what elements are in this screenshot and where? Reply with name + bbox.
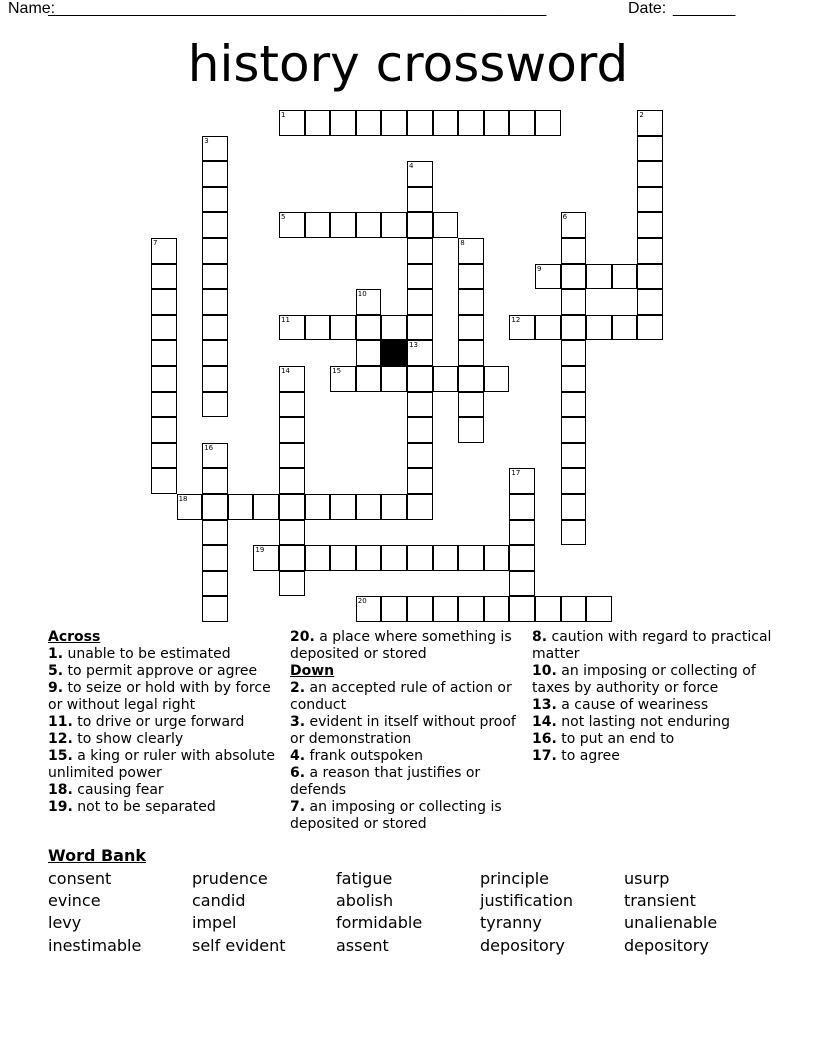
clue-text: causing fear [77, 782, 164, 798]
cell-number: 3 [204, 136, 209, 145]
word-bank-item: prudence [192, 869, 268, 888]
clue-down-4 [290, 748, 530, 765]
clue-down-16 [532, 731, 782, 748]
clue-text: to agree [561, 748, 620, 764]
clue-across-12 [48, 731, 288, 748]
clue-number: 20. [290, 629, 315, 645]
clue-down-2 [290, 680, 530, 714]
clue-text: an imposing or collecting of taxes by authority or force [532, 663, 756, 696]
name-label: Name: [8, 0, 56, 17]
word-bank-item: depository [480, 936, 565, 955]
clue-number: 7. [290, 799, 306, 815]
clue-across-11 [48, 714, 288, 731]
cell-number: 18 [178, 495, 188, 503]
clue-number: 14. [532, 714, 557, 730]
cell-number: 1 [281, 111, 286, 119]
clue-across-5 [48, 663, 288, 680]
cell-number: 15 [332, 367, 342, 375]
clue-down-7 [290, 799, 530, 833]
clue-down-3 [290, 714, 530, 748]
clue-text: evident in itself without proof or demonstration [290, 714, 516, 747]
clue-text: an accepted rule of action or conduct [290, 680, 512, 713]
clue-text: to permit approve or agree [67, 663, 258, 679]
clue-text: frank outspoken [309, 748, 423, 764]
word-bank-item: depository [624, 936, 709, 955]
clue-text: an imposing or collecting is deposited or stored [290, 799, 502, 832]
cell-number: 2 [639, 111, 644, 119]
clue-down-13 [532, 697, 782, 714]
cell-number: 20 [357, 597, 367, 606]
cell-number: 19 [255, 546, 265, 555]
clue-text: to seize or hold with by force or without legal right [48, 680, 271, 713]
clue-across-18 [48, 782, 288, 799]
clue-number: 13. [532, 697, 557, 713]
clue-down-14 [532, 714, 782, 731]
clue-number: 8. [532, 629, 548, 645]
clue-number: 5. [48, 663, 64, 679]
word-bank-item: assent [336, 936, 389, 955]
word-bank-item: unalienable [624, 913, 718, 932]
cell-number: 9 [537, 264, 542, 273]
clues-column-2 [290, 629, 530, 833]
word-bank-item: justification [480, 891, 573, 910]
clue-text: to drive or urge forward [77, 714, 245, 730]
cell-number: 14 [281, 367, 290, 375]
clue-text: to put an end to [561, 731, 675, 747]
clue-down-6 [290, 765, 530, 799]
clue-text: not lasting not enduring [561, 714, 731, 730]
clue-down-17 [532, 748, 782, 765]
cell-number: 10 [357, 290, 367, 299]
cell-number: 17 [511, 469, 521, 478]
cell-number: 5 [281, 213, 286, 222]
clues-column-1 [48, 629, 288, 816]
clue-across-1 [48, 646, 288, 663]
clue-number: 12. [48, 731, 73, 747]
clue-text: a cause of weariness [561, 697, 709, 713]
word-bank-title: Word Bank [48, 846, 147, 865]
clue-number: 4. [290, 748, 306, 764]
clues-column-3 [532, 629, 782, 765]
clue-text: not to be separated [77, 799, 216, 815]
clue-across-20 [290, 629, 530, 663]
clue-across-19 [48, 799, 288, 816]
cell-number: 8 [460, 239, 465, 247]
cell-number: 11 [281, 315, 290, 324]
clue-number: 2. [290, 680, 306, 696]
word-bank-item: self evident [192, 936, 286, 955]
clue-text: caution with regard to practical matter [532, 629, 772, 662]
word-bank-item: candid [192, 891, 246, 910]
word-bank-item: evince [48, 891, 101, 910]
cell-number: 12 [511, 315, 521, 324]
cell-number: 13 [409, 341, 418, 350]
clue-number: 15. [48, 748, 73, 764]
clue-number: 1. [48, 646, 64, 662]
clue-text: to show clearly [77, 731, 184, 747]
clue-number: 6. [290, 765, 306, 781]
date-field[interactable]: _______ [673, 0, 736, 17]
word-bank-item: consent [48, 869, 112, 888]
word-bank-item: transient [624, 891, 696, 910]
word-bank-item: tyranny [480, 913, 542, 932]
cell-number: 7 [153, 239, 158, 247]
clue-number: 11. [48, 714, 73, 730]
cell-number: 6 [562, 213, 568, 222]
clue-text: a place where something is deposited or stored [290, 629, 512, 662]
clue-text: a king or ruler with absolute unlimited power [48, 748, 275, 781]
clue-number: 18. [48, 782, 73, 798]
word-bank-item: impel [192, 913, 237, 932]
cell-number: 4 [409, 162, 414, 171]
date-label: Date: [628, 0, 667, 17]
clue-text: a reason that justifies or defends [290, 765, 481, 798]
clue-number: 17. [532, 748, 557, 764]
clue-across-9 [48, 680, 288, 714]
clue-number: 3. [290, 714, 306, 730]
word-bank-item: inestimable [48, 936, 142, 955]
word-bank-item: abolish [336, 891, 394, 910]
clue-across-15 [48, 748, 288, 782]
word-bank-item: formidable [336, 913, 423, 932]
word-bank-item: principle [480, 869, 550, 888]
word-bank-item: usurp [624, 869, 670, 888]
clue-number: 10. [532, 663, 557, 679]
across-heading: Across [48, 629, 101, 645]
cell-number: 16 [204, 443, 214, 452]
word-bank [0, 846, 816, 966]
down-heading: Down [290, 663, 335, 679]
clue-number: 16. [532, 731, 557, 747]
clue-down-8 [532, 629, 782, 663]
word-bank-item: levy [48, 913, 82, 932]
clue-number: 19. [48, 799, 73, 815]
clue-down-10 [532, 663, 782, 697]
word-bank-item: fatigue [336, 869, 393, 888]
clue-text: unable to be estimated [67, 646, 231, 662]
clue-number: 9. [48, 680, 64, 696]
page-title: history crossword [187, 35, 629, 93]
name-field[interactable]: ________________________________________________________ [48, 0, 547, 17]
